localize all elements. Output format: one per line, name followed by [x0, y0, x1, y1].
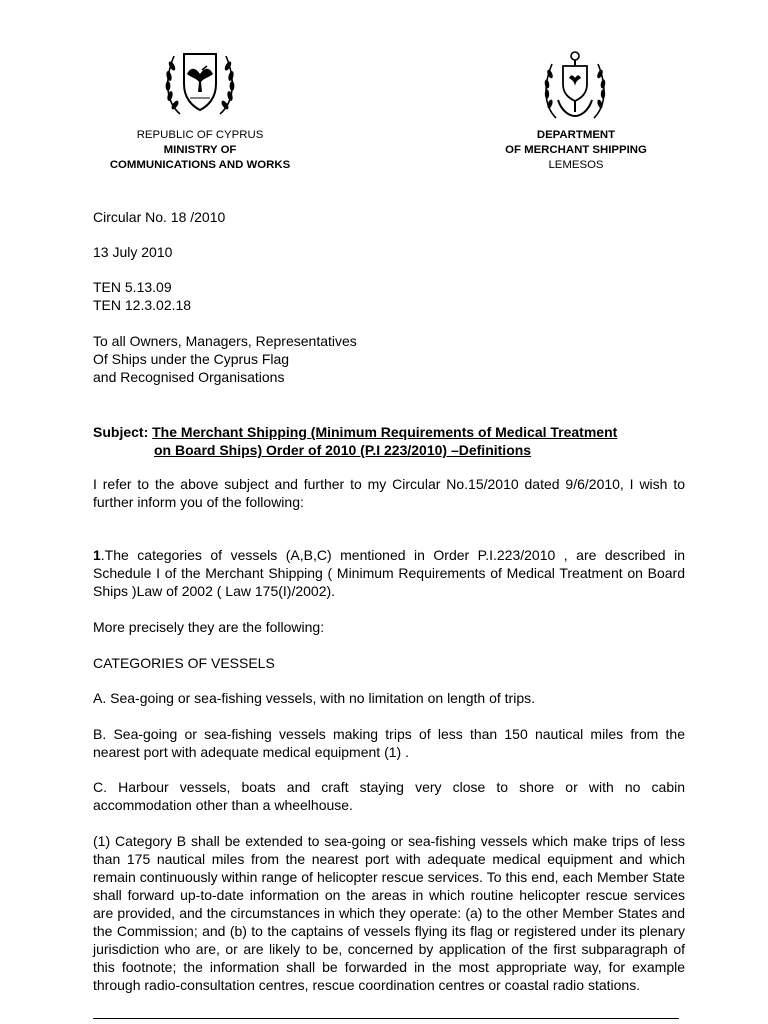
- ministry-heading-line2: MINISTRY OF: [163, 144, 237, 156]
- category-b: B. Sea-going or sea-fishing vessels making trips of less than 150 nautical miles from the nearest port with adequate medical equipment (1) .: [93, 726, 685, 760]
- categories-heading: CATEGORIES OF VESSELS: [93, 655, 275, 671]
- department-heading-line1: DEPARTMENT: [536, 129, 616, 141]
- department-heading: [478, 128, 674, 173]
- subject-line: [93, 423, 617, 459]
- category-a: A. Sea-going or sea-fishing vessels, with no limitation on length of trips.: [93, 690, 536, 706]
- reference-2: TEN 12.3.02.18: [93, 297, 192, 313]
- footnote-paragraph: (1) Category B shall be extended to sea-going or sea-fishing vessels which make trips of less than 175 nautical miles from the nearest port with adequate medical equipment and which remain continuously within range of helicopter rescue services. To this end, each Member State shall forward up-to-date information on the areas in which routine helicopter rescue services are provided, and the circumstances in which they operate: (a) to the other Member States and the Commission; and (b) to the captains of vessels flying its flag or registered under its plenary jurisdiction who are, or are likely to be, concerned by application of the first subparagraph of this footnote; the information shall be forwarded in the most appropriate way, for example through radio-consultation centres, rescue coordination centres or coastal radio stations.: [93, 833, 685, 993]
- category-c: C. Harbour vessels, boats and craft staying very close to shore or with no cabin accommodation other than a wheelhouse.: [93, 779, 685, 813]
- ministry-heading-line1: REPUBLIC OF CYPRUS: [136, 129, 264, 141]
- point-1-paragraph: [93, 546, 685, 600]
- subject-title-line2: on Board Ships) Order of 2010 (P.I 223/2010) –Definitions: [154, 442, 532, 458]
- point-1-number: 1: [93, 547, 101, 563]
- circular-date: 13 July 2010: [93, 244, 173, 260]
- subject-title-line1: The Merchant Shipping (Minimum Requirements of Medical Treatment: [152, 424, 618, 440]
- ministry-heading-line3: COMMUNICATIONS AND WORKS: [109, 159, 291, 171]
- recipients-line3: and Recognised Organisations: [93, 369, 285, 385]
- footer-divider: [93, 1018, 679, 1019]
- department-heading-line2: OF MERCHANT SHIPPING: [505, 144, 647, 156]
- intro-paragraph: I refer to the above subject and further to my Circular No.15/2010 dated 9/6/2010, I wish to further inform you of the following:: [93, 476, 685, 510]
- point-1-text: .The categories of vessels (A,B,C) mentioned in Order P.I.223/2010 , are described in Schedule I of the Merchant Shipping ( Minimum Requirements of Medical Treatment on Board Ships )Law of 2002 ( Law 175(I)/2002).: [93, 547, 685, 599]
- precisely-text: More precisely they are the following:: [93, 619, 325, 635]
- cyprus-coat-of-arms-icon: [158, 44, 242, 122]
- merchant-shipping-emblem-icon: [538, 48, 612, 124]
- department-heading-line3: LEMESOS: [548, 159, 604, 171]
- reference-1: TEN 5.13.09: [93, 279, 172, 295]
- recipients-line2: Of Ships under the Cyprus Flag: [93, 351, 290, 367]
- recipients-line1: To all Owners, Managers, Representatives: [93, 333, 357, 349]
- ministry-heading: [90, 128, 310, 173]
- subject-label: Subject:: [93, 424, 149, 440]
- circular-number: Circular No. 18 /2010: [93, 209, 226, 225]
